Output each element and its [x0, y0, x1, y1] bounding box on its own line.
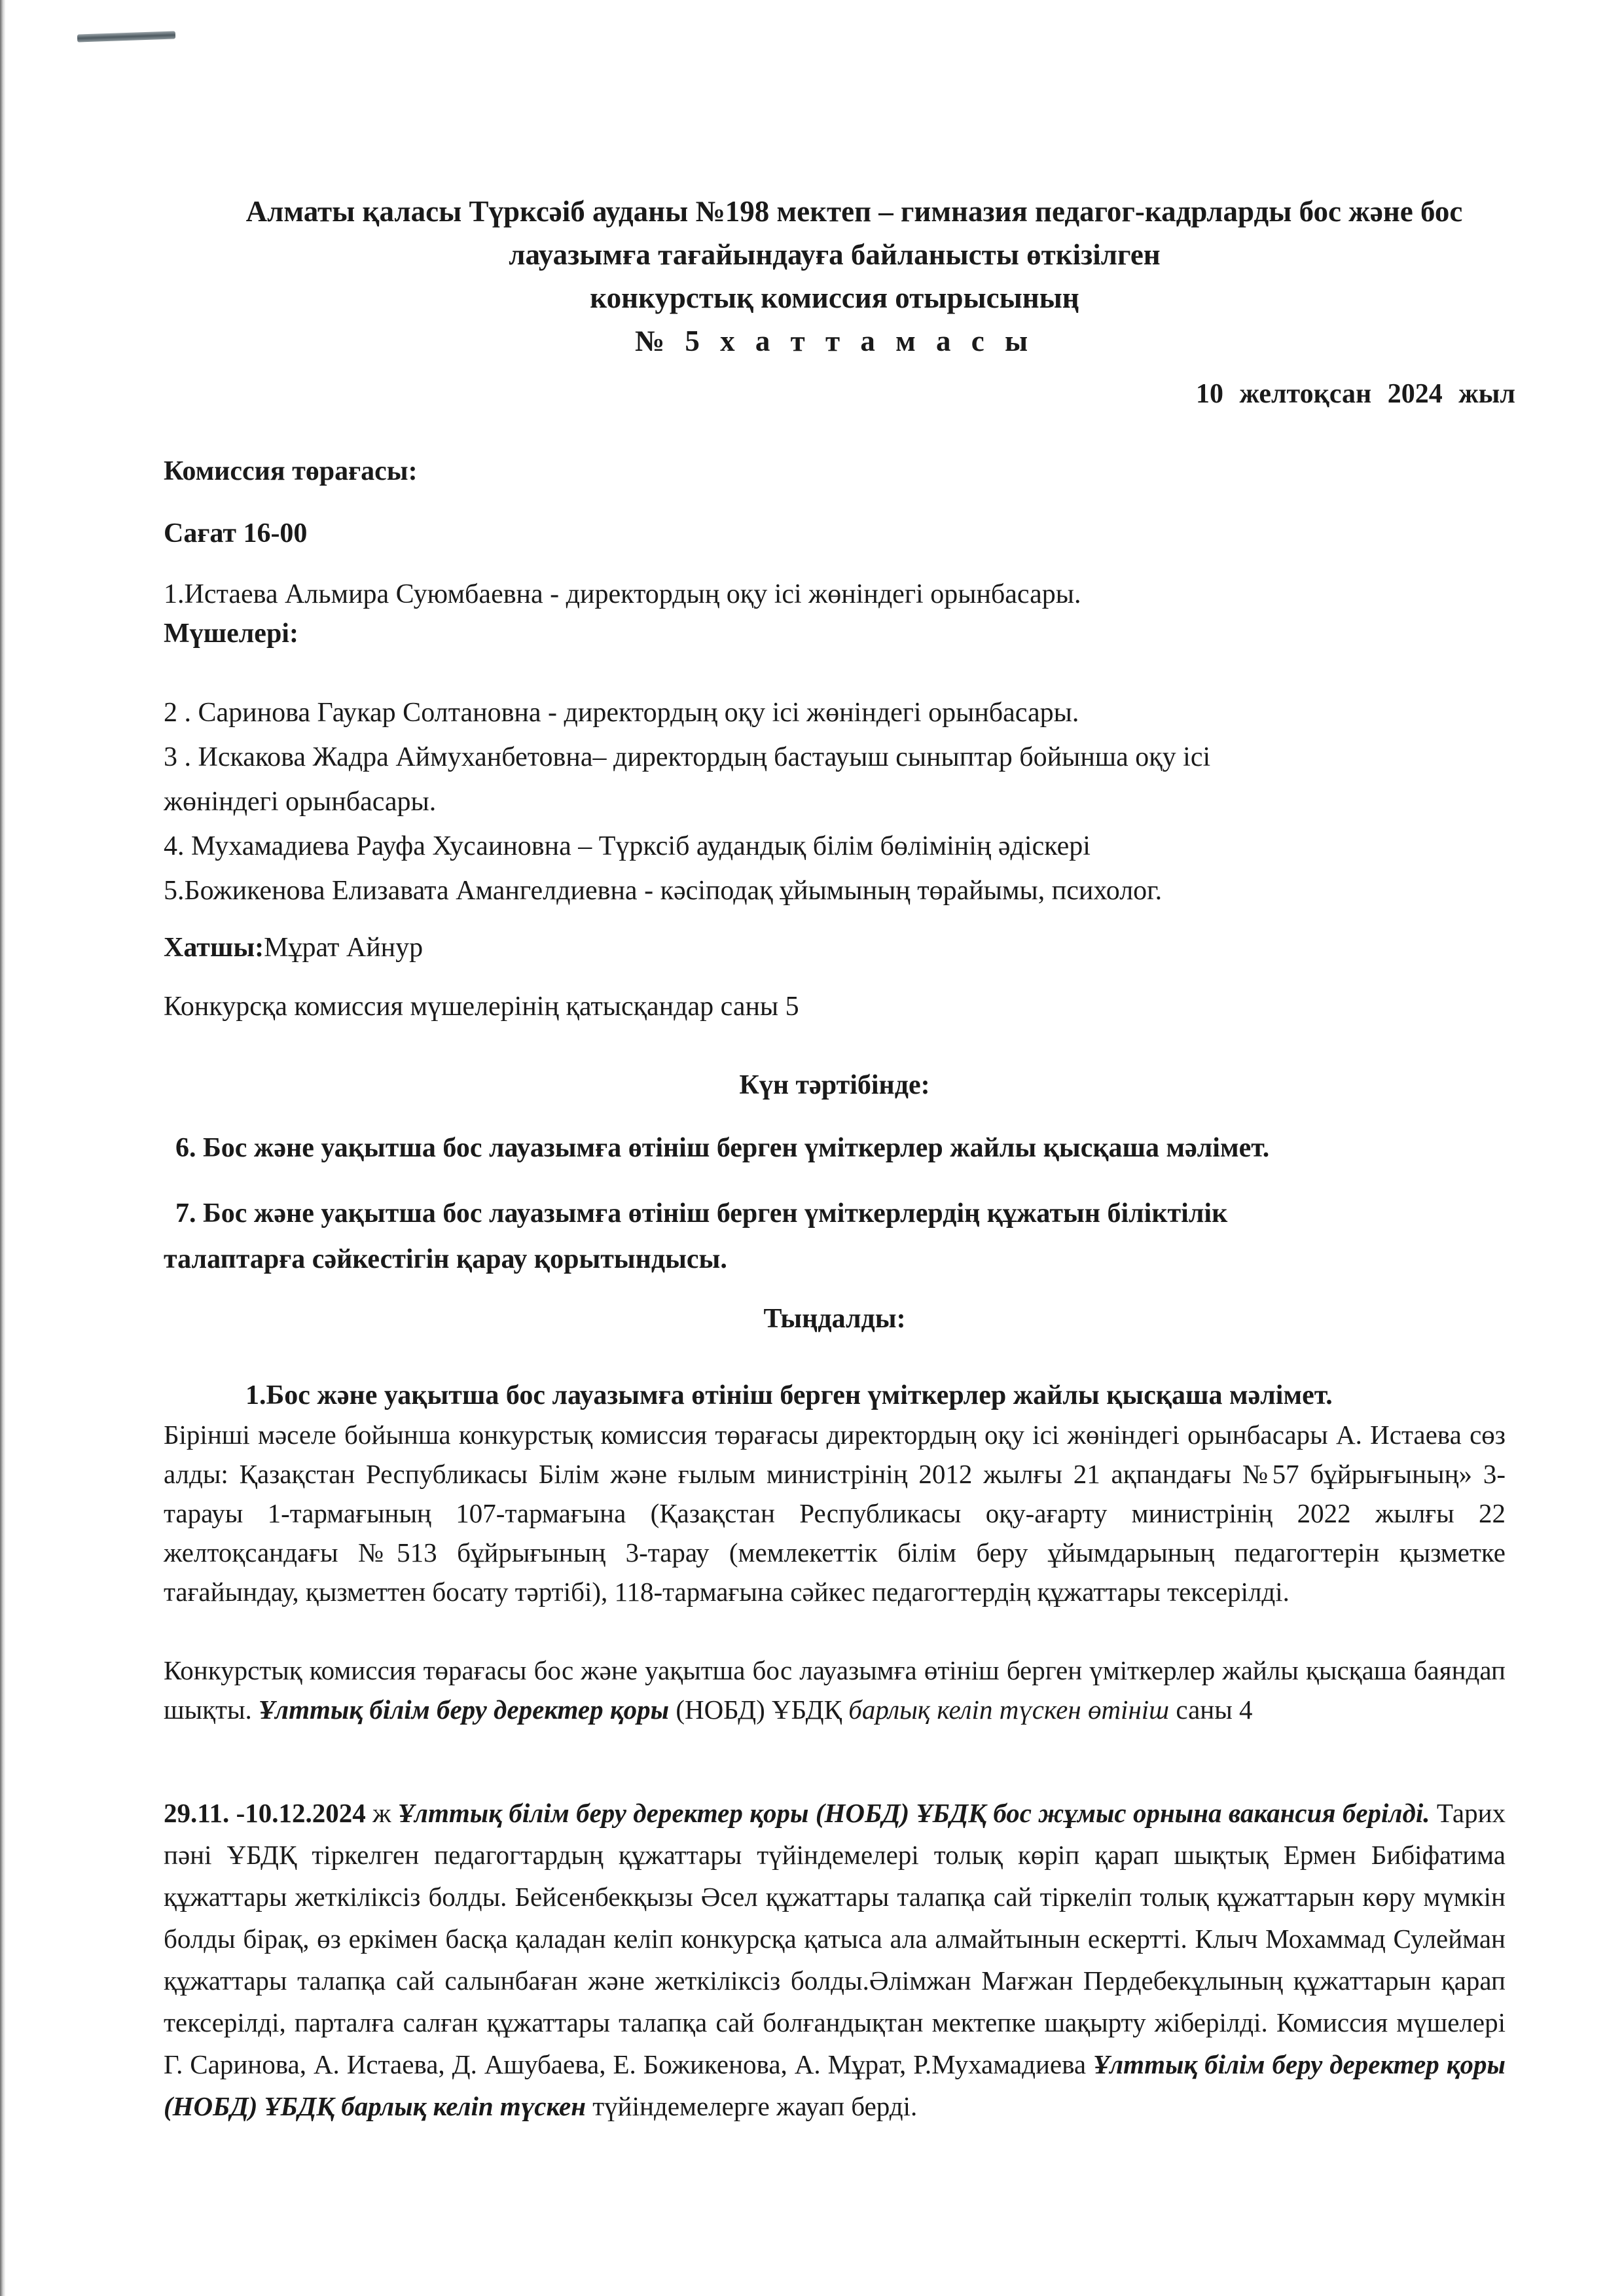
secretary: [164, 928, 423, 967]
members-list: [164, 691, 1210, 913]
agenda-heading: Күн тәртібінде:: [739, 1070, 930, 1100]
attendance-count: Конкурсқа комиссия мүшелерінің қатысқандар саны 5: [164, 992, 799, 1022]
paragraph-vacancy: [164, 1792, 1506, 2127]
vacancy-posted: Ұлттық білім беру деректер қоры (НОБД) ҰБДҚ бос жұмыс орнына вакансия берілді.: [397, 1798, 1430, 1828]
member-item: 3 . Искакова Жадра Аймуханбетовна– директордың бастауыш сыныптар бойынша оқу ісі: [164, 742, 1211, 772]
chair-person: 1.Истаева Альмира Суюмбаевна - директордың оқу ісі жөніндегі орынбасары.: [164, 579, 1081, 609]
document-date: 10 желтоқсан 2024 жыл: [1195, 379, 1515, 409]
chair-label: Комиссия төрағасы:: [164, 456, 418, 486]
summary-text: Конкурстық комиссия төрағасы бос және уақытша бос лауазымға өтініш берген үміткерлер жайлы қысқаша баяндап шықты.: [164, 1655, 1506, 1725]
member-item: 2 . Саринова Гаукар Солтановна - директордың оқу ісі жөніндегі орынбасары.: [164, 698, 1079, 728]
scan-edge-shadow: [0, 0, 5, 2296]
agenda-item-7-cont: талаптарға сәйкестігін қарау қорытындысы.: [164, 1244, 727, 1274]
paragraph-legal-basis: Бірінші мәселе бойынша конкурстық комиссия төрағасы директордың оқу ісі жөніндегі орынбасары А. Истаева сөз алды: Қазақстан Республикасы Білім және ғылым министрінің 2012 жылғы 21 ақпандағы №57 бұйрығының» 3-тарауы 1-тармағының 107-тармағына (Қазақстан Республикасы оқу-ағарту министрінің 2022 жылғы 22 желтоқсандағы №513 бұйрығының 3-тарау (мемлекеттік білім беру ұйымдарының педагогтерін қызметке тағайындау, қызметтен босату тәртібі), 118-тармағына сәйкес педагогтердің құжаттары тексерілді.: [164, 1420, 1506, 1607]
nobd-responses: Ұлттық білім беру деректер қоры (НОБД) ҰБДҚ барлық келіп түскен: [164, 2049, 1506, 2121]
member-item: 4. Мухамадиева Рауфа Хусаиновна – Түрксіб аудандық білім бөлімінің әдіскері: [164, 831, 1091, 861]
staple-mark: [77, 31, 175, 42]
member-item: 5.Божикенова Елизавата Амангелдиевна - кәсіподақ ұйымының төрайымы, психолог.: [164, 876, 1163, 906]
title-line-4: № 5 х а т т а м а с ы: [634, 325, 1035, 357]
heard-item-1: 1.Бос және уақытша бос лауазымға өтініш берген үміткерлер жайлы қысқаша мәлімет.: [245, 1380, 1333, 1410]
agenda-item-6: 6. Бос және уақытша бос лауазымға өтініш берген үміткерлер жайлы қысқаша мәлімет.: [175, 1133, 1270, 1163]
meeting-time: Сағат 16-00: [164, 518, 308, 548]
paragraph-summary: [164, 1651, 1506, 1729]
secretary-name: Мұрат Айнур: [264, 933, 424, 963]
member-item: жөніндегі орынбасары.: [164, 787, 437, 817]
document-title: [164, 190, 1506, 363]
heard-heading: Тыңдалды:: [763, 1304, 906, 1334]
vacancy-period: 29.11. -10.12.2024: [164, 1798, 366, 1828]
nobd-name: Ұлттық білім беру деректер қоры: [259, 1695, 670, 1725]
members-label: Мүшелері:: [164, 619, 298, 649]
candidates-review: Тарих пәні ҰБДҚ тіркелген педагогтардың құжаттары түйіндемелері толық көріп қарап шықтық Ермен Бибіфатима құжаттары жеткіліксіз болды. Бейсенбекқызы Әсел құжаттары талапқа сай тіркеліп толық құжаттарын көру мүмкін болды бірақ, өз еркімен басқа қаладан келіп конкурсқа қатыса ала алмайтынын ескертті. Клыч Мохаммад Сулейман құжаттары талапқа сай салынбаған және жеткіліксіз болды.Әлімжан Мағжан Пердебекұлының құжаттарын қарап тексерілді, парталға салған құжаттары талапқа сай болғандықтан мектепке шақырту жіберілді. Комиссия мүшелері Г. Саринова, А. Истаева, Д. Ашубаева, Е. Божикенова, А. Мұрат, Р.Мухамадиева: [164, 1798, 1506, 2079]
agenda-item-7: 7. Бос және уақытша бос лауазымға өтініш берген үміткерлердің құжатын біліктілік: [175, 1198, 1228, 1229]
title-line-2: лауазымға тағайындауға байланысты өткізілген: [509, 238, 1161, 271]
nobd-abbrev: (НОБД) ҰБДҚ: [676, 1695, 842, 1725]
applications-count: саны 4: [1176, 1695, 1253, 1725]
title-line-3: конкурстық комиссия отырысының: [590, 281, 1079, 314]
secretary-label: Хатшы:: [164, 933, 264, 963]
applications-label: барлық келіп түскен өтініш: [848, 1695, 1170, 1725]
title-line-1: Алматы қаласы Түрксәіб ауданы №198 мектеп – гимназия педагог-кадрларды бос және бос: [245, 195, 1463, 228]
responses-end: түйіндемелерге жауап берді.: [592, 2091, 918, 2121]
year-suffix: ж: [372, 1798, 391, 1828]
